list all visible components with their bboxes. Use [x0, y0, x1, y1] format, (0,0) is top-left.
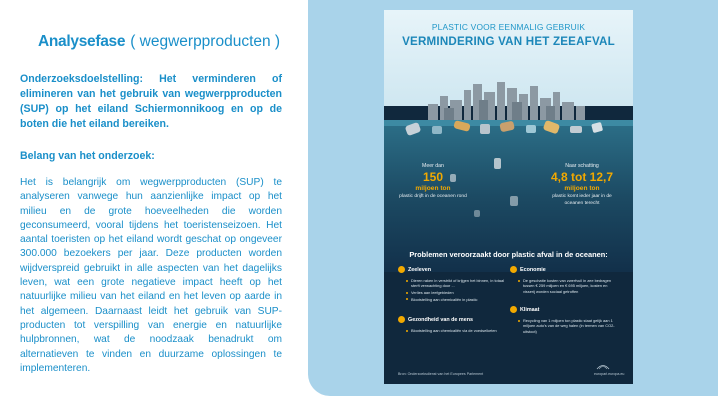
floating-plastic-illustration: [384, 114, 633, 254]
poster-url: europarl.europa.eu: [594, 372, 625, 376]
section-heading: Belang van het onderzoek:: [20, 150, 155, 162]
category-title-economy: Economie: [520, 267, 546, 273]
stat-right-value: 4,8 tot 12,7: [550, 170, 614, 184]
stat-right-unit: miljoen ton: [564, 185, 600, 192]
list-item: Blootstelling aan chemicaliën via de voedselketen: [406, 328, 506, 333]
list-item: De geschatte kosten van zwerfvuil in zee bedragen tussen € 259 miljoen en € 695 miljoen, kosten en visserij worden sociaal getroffen: [518, 278, 618, 294]
climate-icon: [510, 306, 517, 313]
page-title: [38, 33, 280, 51]
problems-heading: Problemen veroorzaakt door plastic afval in de oceanen:: [409, 250, 608, 259]
infographic-poster: [384, 10, 633, 384]
stat-left-value: 150: [422, 170, 444, 184]
euro-icon: [510, 266, 517, 273]
category-title-marine-life: Zeeleven: [408, 267, 432, 273]
stat-left-label: Meer dan: [422, 163, 444, 169]
category-bullets-economy: [518, 278, 618, 295]
list-item: Blootstelling aan chemicaliën in plastic: [406, 297, 506, 302]
category-bullets-health: [406, 328, 506, 335]
category-bullets-marine-life: [406, 278, 506, 303]
stat-left-unit: miljoen ton: [415, 185, 451, 192]
poster-subtitle: PLASTIC VOOR EENMALIG GEBRUIK: [431, 22, 586, 32]
poster-headline: VERMINDERING VAN HET ZEEAFVAL: [402, 35, 615, 48]
list-item: Verlies aan leefgebieden: [406, 290, 506, 295]
body-paragraph: Het is belangrijk om wegwerpproducten (SUP) te analyseren vanwege hun aanzienlijke impact op het milieu en de grote hoeveelheden die worden geconsumeerd, vooral tijdens het toeristenseizoen. Het aantal toeristen op het eiland wordt geschat op ongeveer 300.000 bezoekers per jaar. Deze producten worden wijdverspreid gebruikt in alle aspecten van het dagelijks leven, wat een grote negatieve impact heeft op het natuurlijke milieu van het eiland en het leven op aarde in het algemeen. Daarnaast leidt het gebruik van SUP-producten tot verspilling van energie en natuurlijke hulpbronnen, wat de noodzaak benadrukt om alternatieven te vinden en duurzame oplossingen te implementeren.: [20, 177, 282, 374]
list-item: Dieren raken in verstrikt of krijgen het binnen, in totaal sterft verwachting door ...: [406, 278, 506, 289]
category-bullets-climate: [518, 318, 618, 335]
poster-source: Bron: Onderzoeksdienst van het Europees Parlement: [398, 372, 484, 376]
health-icon: [398, 316, 405, 323]
stat-left-description: plastic drijft in de oceanen rond: [399, 194, 467, 199]
page-title-bold: Analysefase: [38, 33, 126, 50]
category-title-health: Gezondheid van de mens: [408, 317, 474, 323]
fish-icon: [398, 266, 405, 273]
stat-right-description: plastic komt ieder jaar in de oceanen terecht: [552, 194, 612, 206]
category-title-climate: Klimaat: [520, 307, 540, 313]
european-parliament-logo: [596, 362, 610, 370]
stat-right-label: Naar schatting: [565, 163, 599, 169]
page-title-rest: ( wegwerpproducten ): [130, 33, 281, 50]
list-item: Recycling van 1 miljoen ton plastic staat gelijk aan 1 miljoen auto's van de weg halen (in termen van CO2-uitstoot): [518, 318, 618, 334]
research-goal: Onderzoeksdoelstelling: Het verminderen of elimineren van het gebruik van wegwerpproducten (SUP) op het eiland Schiermonnikoog en op de boten die het eiland bereiken.: [20, 73, 282, 130]
